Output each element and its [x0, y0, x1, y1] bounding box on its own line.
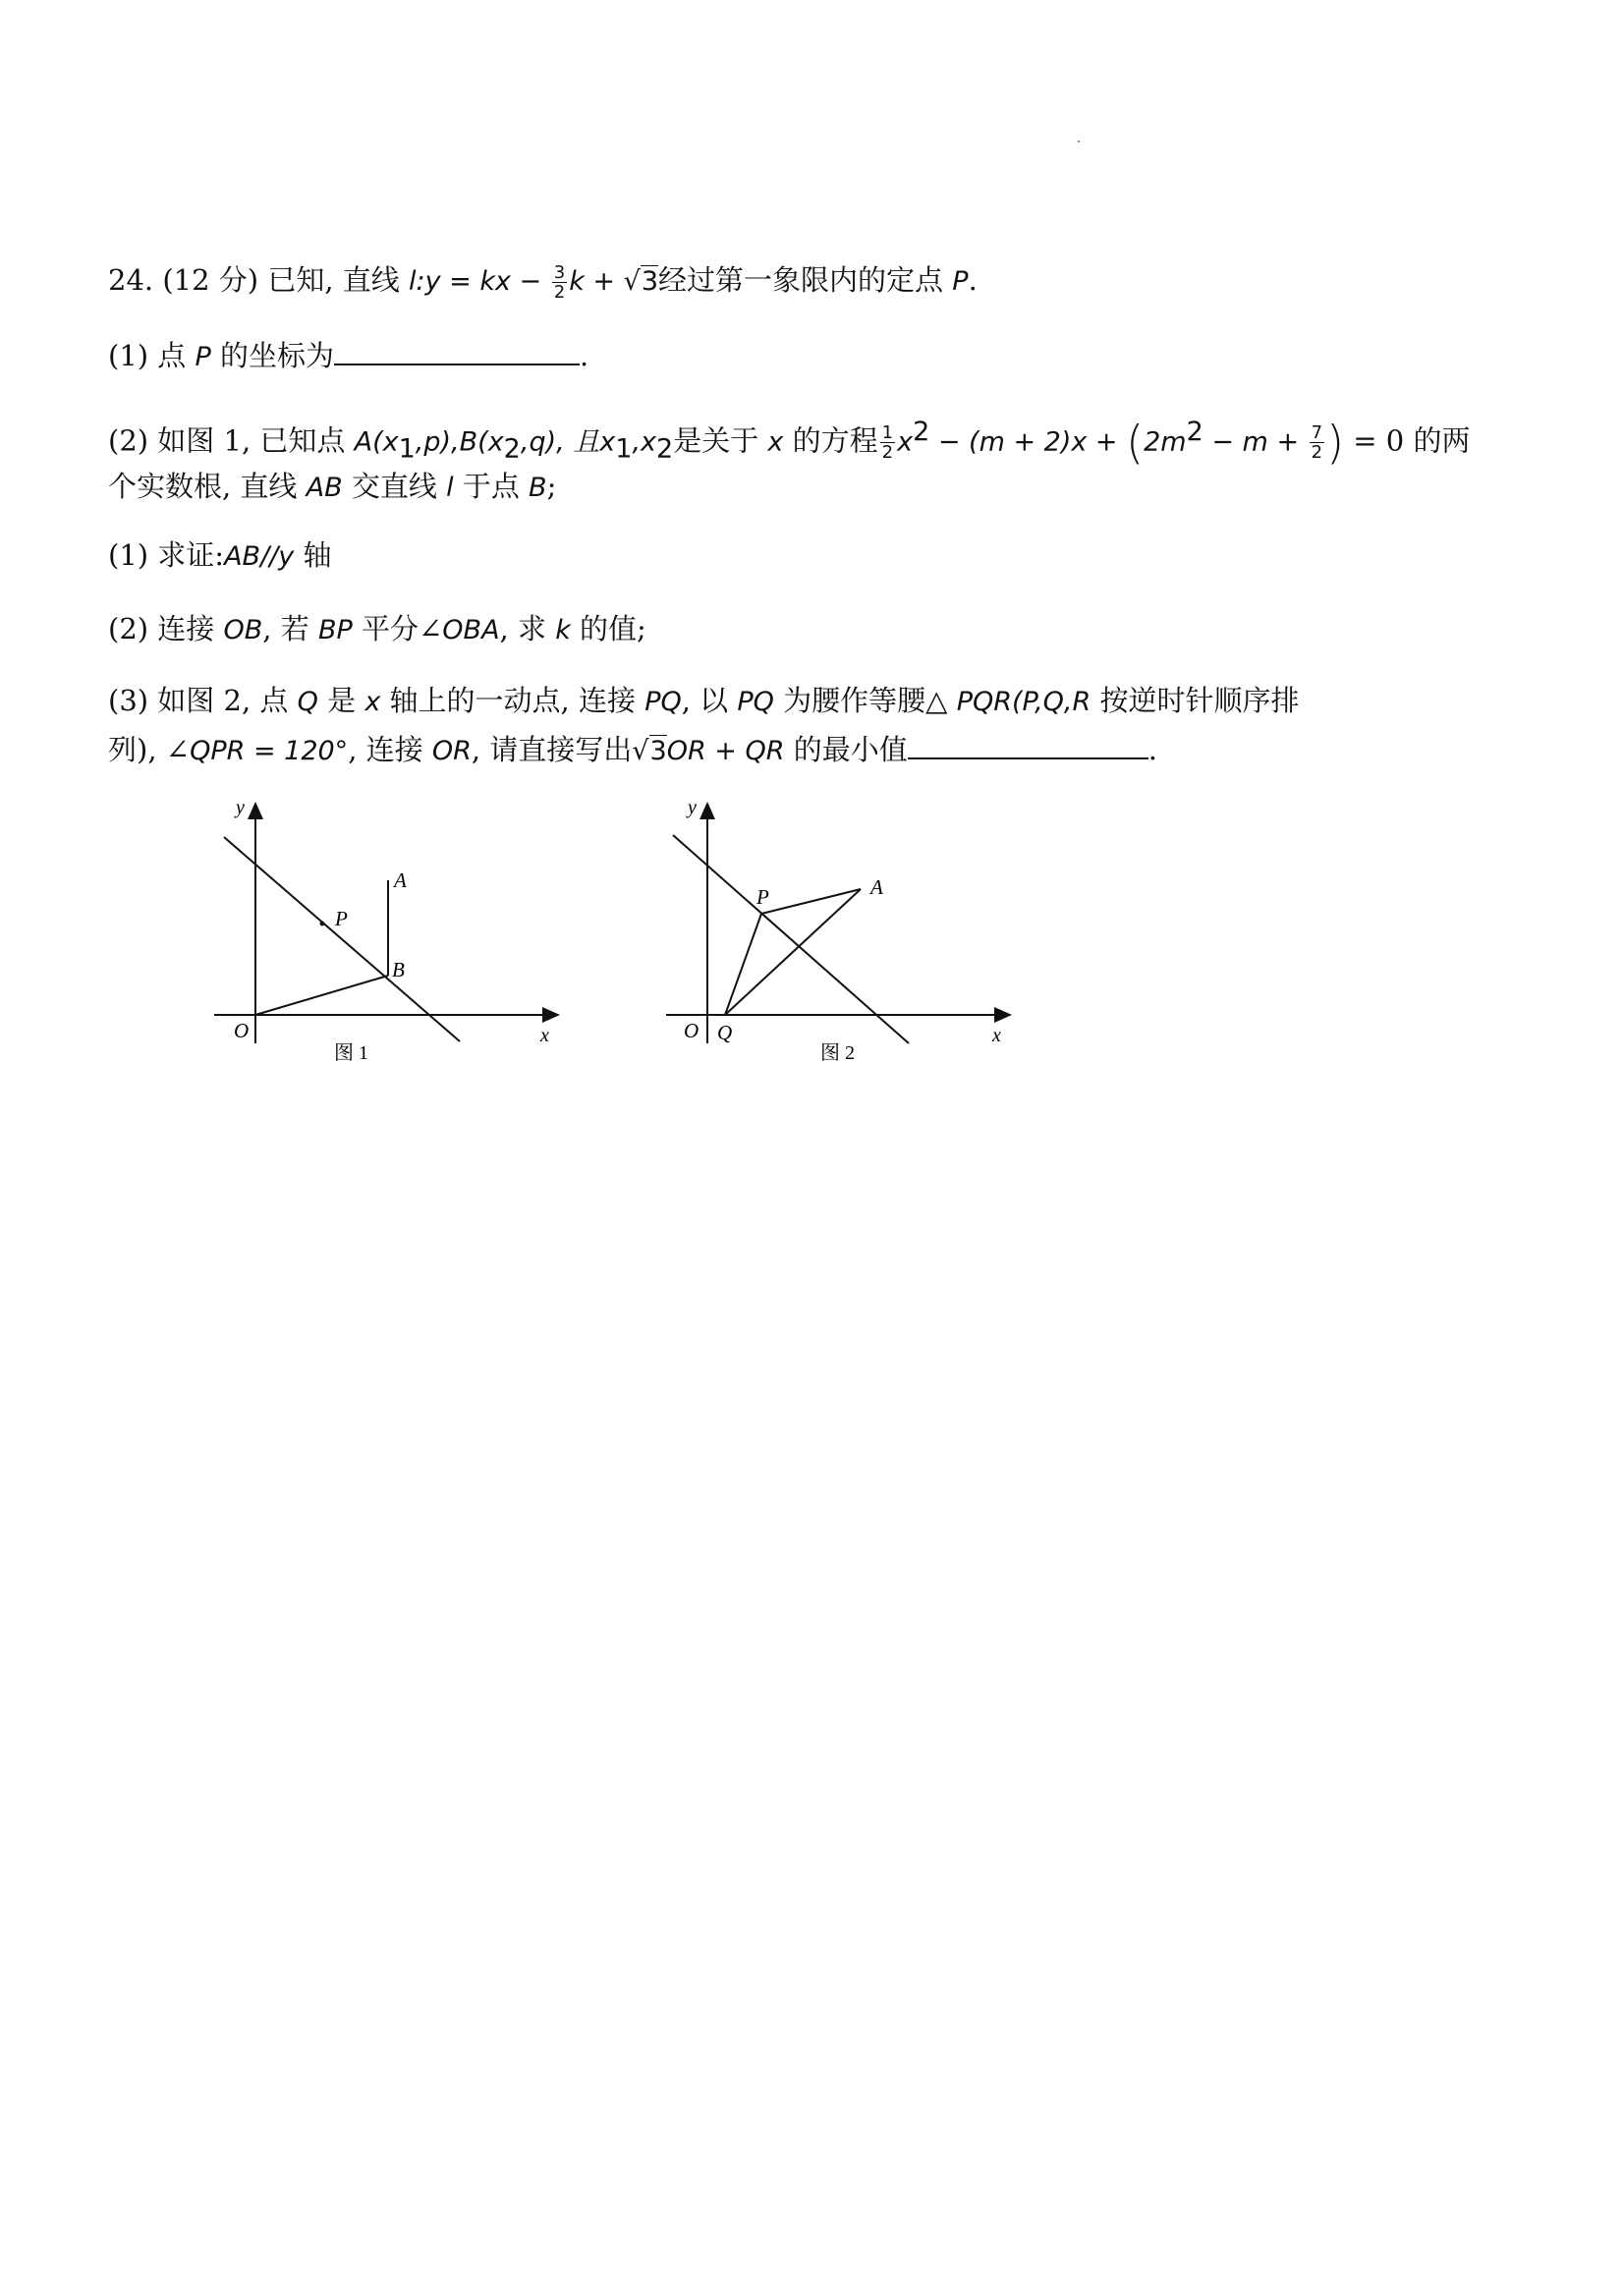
right-paren: ) [1326, 416, 1345, 470]
sub-question-3-line-2: 列), ∠QPR = 120°, 连接 OR, 请直接写出√3OR + QR 的最小值 . [108, 730, 1157, 771]
problem-statement: 24. (12 分) 已知, 直线 l:y = kx − $\frac{3}{2}$ k + √3经过第一象限内的定点 P. [108, 261, 978, 303]
fig2-segment-pa [761, 889, 861, 914]
part-1: (1) 点 P 的坐标为 . [108, 336, 588, 377]
sub-question-3-line-1: (3) 如图 2, 点 Q 是 x 轴上的一动点, 连接 PQ, 以 PQ 为腰作等腰△ PQR(P,Q,R 按逆时针顺序排 [108, 684, 1300, 717]
part1-label: (1) 点 [108, 339, 196, 372]
fig1-segment-ob [255, 976, 388, 1015]
fig2-label-q: Q [717, 1021, 733, 1044]
scan-dot [1078, 140, 1080, 142]
answer-blank-2[interactable] [908, 730, 1148, 759]
fraction-seven-halves: $\frac{7}{2}$ [1311, 422, 1323, 464]
sub3-label: (3) 如图 2, 点 [108, 684, 298, 717]
fraction-three-halves: $\frac{3}{2}$ [553, 261, 566, 303]
fig1-label-x: x [540, 1025, 549, 1046]
sub-question-2: (2) 连接 OB, 若 BP 平分∠OBA, 求 k 的值; [108, 612, 646, 645]
fig1-label-p: P [335, 907, 348, 930]
intro-text: 已知, 直线 [267, 263, 409, 297]
sub-question-1: (1) 求证:AB//y 轴 [108, 538, 332, 572]
line-equation: l:y = kx − [408, 266, 550, 297]
fig1-label-a: A [394, 868, 407, 892]
fig1-label-y: y [236, 797, 245, 818]
fig1-label-o: O [234, 1019, 250, 1042]
fig2-label-a: A [870, 875, 883, 899]
point-p: P [952, 266, 969, 297]
answer-blank-1[interactable] [334, 336, 580, 365]
figure-2 [648, 786, 1032, 1071]
fig2-caption: 图 2 [820, 1042, 855, 1064]
fraction-one-half: $\frac{1}{2}$ [881, 422, 894, 464]
problem-score: (12 分) [162, 263, 259, 297]
intro-suffix: 经过第一象限内的定点 [658, 263, 953, 297]
fig1-label-b: B [392, 958, 405, 981]
fig1-point-p [320, 922, 325, 926]
fig1-line-l [224, 837, 460, 1041]
fig1-caption: 图 1 [334, 1042, 368, 1064]
sub1-label: (1) 求证: [108, 538, 225, 572]
fig2-label-o: O [684, 1019, 700, 1042]
part2-label: (2) 如图 1, 已知点 [108, 423, 355, 458]
sub2-label: (2) 连接 [108, 612, 224, 645]
fig2-label-p: P [756, 885, 769, 909]
equation-k-term: k + [569, 266, 624, 297]
part-2-line-2: 个实数根, 直线 AB 交直线 l 于点 B; [108, 470, 557, 503]
problem-number: 24. [108, 263, 154, 297]
fig2-label-x: x [992, 1025, 1001, 1046]
part-2-line-1: (2) 如图 1, 已知点 $A(x_1,p),B(x_2,q)$, 且$x_1,x_2$是关于 x 的方程 $\frac{1}{2}$ $x^2 - (m + 2)x + (2m^2 - m$ + $\frac{7}{2}$ ) = 0 的两 [108, 416, 1471, 470]
left-paren: ( [1126, 416, 1145, 470]
fig2-label-y: y [688, 797, 697, 818]
figure-1 [196, 786, 580, 1071]
fig2-segment-qa [725, 889, 861, 1015]
fig2-segment-qp [725, 914, 761, 1015]
sqrt-three-2: √3 [632, 736, 667, 766]
sqrt-three: √3 [623, 266, 659, 297]
